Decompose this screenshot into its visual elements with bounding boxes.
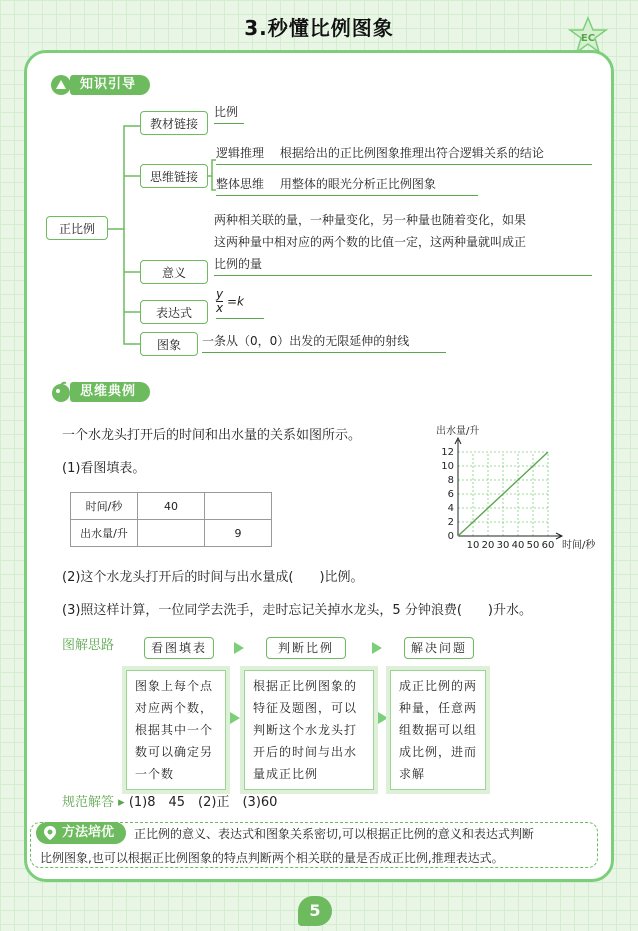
page-number: 5 — [298, 896, 332, 926]
chart-x-tick: 10 — [466, 540, 480, 551]
method-label: 方法培优 — [62, 825, 115, 840]
image-node: 图象 — [140, 332, 198, 356]
question-1: (1)看图填表。 — [62, 461, 146, 476]
question-3: (3)照这样计算，一位同学去洗手，走时忘记关掉水龙头，5 分钟浪费( )升水。 — [62, 603, 532, 618]
panel-line: 求解 — [399, 767, 426, 781]
panel-1 — [126, 670, 226, 790]
step-2: 判断比例 — [266, 637, 346, 659]
expression-formula — [216, 288, 264, 319]
chart-y-tick: 6 — [447, 489, 454, 500]
table-row — [71, 493, 272, 520]
image-text: 一条从（0，0）出发的无限延伸的射线 — [202, 330, 446, 353]
table-cell: 9 — [205, 520, 272, 547]
chart-x-tick: 60 — [541, 540, 555, 551]
arrow-icon — [378, 712, 388, 724]
table-row — [71, 520, 272, 547]
method-tag — [36, 822, 126, 844]
example-badge — [50, 381, 150, 403]
expression-node: 表达式 — [140, 300, 208, 324]
panel-line: 对应两个数， — [135, 701, 214, 715]
chart-y-tick: 0 — [447, 531, 454, 542]
panel-line: 成比例，进而 — [399, 745, 478, 759]
panel-line: 组数据可以组 — [399, 723, 478, 737]
solution-label: 图解思路 — [62, 638, 115, 653]
panel-line: 根据正比例图象的 — [253, 679, 358, 693]
chart-ylabel: 出水量/升 — [436, 426, 480, 437]
apple-icon — [50, 381, 72, 403]
example-badge-label: 思维典例 — [70, 382, 150, 402]
chart-x-tick: 20 — [481, 540, 495, 551]
method-line-2: 比例图象,也可以根据正比例图象的特点判断两个相关联的量是否成正比例,推理表达式。 — [40, 851, 504, 865]
chart-y-tick: 2 — [447, 517, 454, 528]
panel-line: 图象上每个点 — [135, 679, 214, 693]
root-node: 正比例 — [46, 216, 108, 240]
panel-3 — [390, 670, 486, 790]
expression-rest: =k — [226, 294, 244, 309]
panel-line: 开后的时间与出水 — [253, 745, 358, 759]
answer-text: (1)8 45 (2)正 (3)60 — [128, 795, 278, 810]
panel-2 — [244, 670, 374, 790]
line-chart — [428, 416, 608, 558]
fill-table — [70, 492, 272, 547]
panel-line: 成正比例的两 — [399, 679, 478, 693]
step-1: 看图填表 — [144, 637, 214, 659]
panel-line: 数可以确定另 — [135, 745, 214, 759]
table-cell: 时间/秒 — [71, 493, 138, 520]
table-cell — [138, 520, 205, 547]
whole-row — [216, 173, 478, 196]
table-cell — [205, 493, 272, 520]
answer-label: 规范解答 — [62, 795, 115, 810]
textbook-node: 教材链接 — [140, 111, 208, 135]
meaning-line: 这两种量中相对应的两个数的比值一定，这两种量就叫成正 — [214, 235, 527, 249]
chart-y-tick: 10 — [441, 461, 454, 472]
textbook-text: 比例 — [214, 101, 244, 124]
method-line-1: 正比例的意义、表达式和图象关系密切,可以根据正比例的意义和表达式判断 — [134, 827, 534, 841]
chart-y-tick: 12 — [441, 447, 454, 458]
logic-text: 根据给出的正比例图象推理出符合逻辑关系的结论 — [279, 146, 544, 160]
question-2: (2)这个水龙头打开后的时间与出水量成( )比例。 — [62, 570, 364, 585]
whole-label: 整体思维 — [216, 177, 265, 191]
panel-line: 判断这个水龙头打 — [253, 723, 358, 737]
answer-row — [62, 791, 277, 810]
chart-xlabel: 时间/秒 — [562, 540, 596, 551]
panel-line: 种量，任意两 — [399, 701, 478, 715]
logic-row — [216, 142, 592, 165]
meaning-line: 两种相关联的量，一种量变化，另一种量也随着变化，如果 — [214, 213, 527, 227]
meaning-node: 意义 — [140, 260, 208, 284]
arrow-icon — [234, 642, 244, 654]
meaning-line: 比例的量 — [214, 253, 592, 276]
caret-right-icon: ▸ — [118, 795, 125, 810]
chart-x-tick: 50 — [526, 540, 540, 551]
table-cell: 40 — [138, 493, 205, 520]
thinking-node: 思维链接 — [140, 164, 208, 188]
logic-label: 逻辑推理 — [216, 146, 265, 160]
chart-y-tick: 4 — [447, 503, 454, 514]
expression-denominator: x — [216, 301, 224, 315]
chart-y-tick: 8 — [447, 475, 454, 486]
step-3: 解决问题 — [404, 637, 474, 659]
meaning-text — [214, 209, 592, 276]
whole-text: 用整体的眼光分析正比例图象 — [279, 177, 436, 191]
chart-x-tick: 40 — [511, 540, 525, 551]
panel-line: 一个数 — [135, 767, 175, 781]
knowledge-badge-label: 知识引导 — [70, 75, 150, 95]
arrow-icon — [230, 712, 240, 724]
expression-numerator: y — [216, 287, 224, 301]
panel-line: 量成正比例 — [253, 767, 319, 781]
page-title: 3.秒懂比例图象 — [244, 16, 394, 40]
arrow-icon — [372, 642, 382, 654]
location-pin-icon — [42, 825, 58, 841]
panel-line: 特征及题图，可以 — [253, 701, 358, 715]
problem-intro: 一个水龙头打开后的时间和出水量的关系如图所示。 — [62, 428, 362, 443]
table-cell: 出水量/升 — [71, 520, 138, 547]
chart-x-tick: 30 — [496, 540, 510, 551]
logo-text: EC — [580, 33, 596, 44]
panel-line: 根据其中一个 — [135, 723, 214, 737]
